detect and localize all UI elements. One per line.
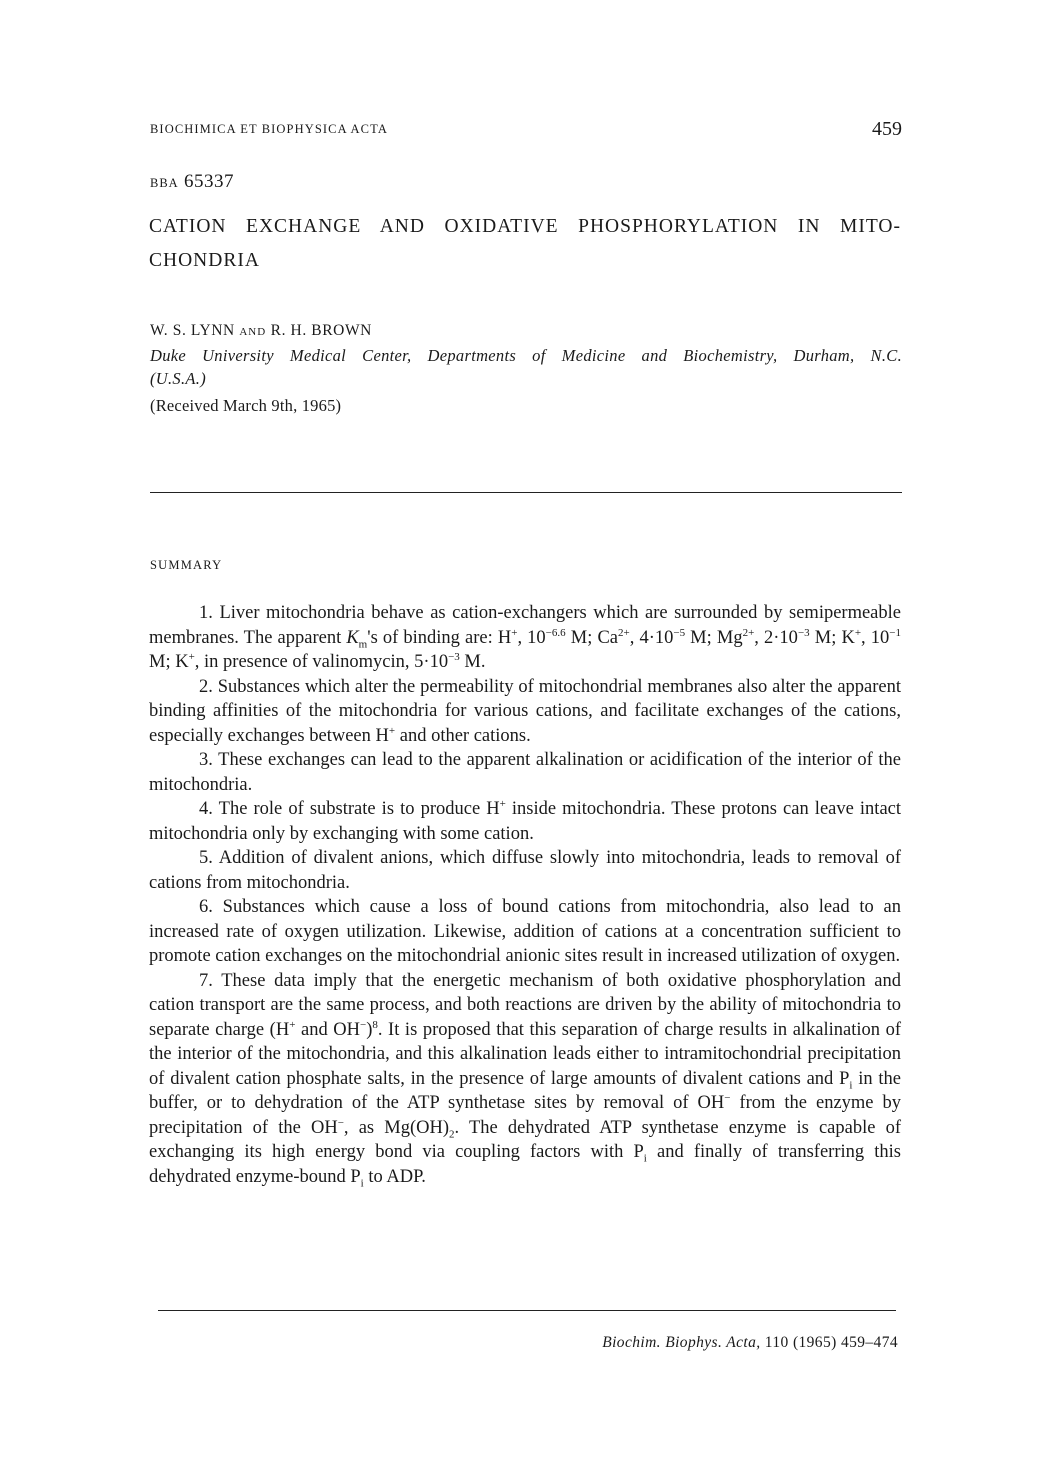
page-number: 459	[872, 118, 902, 140]
citation-journal: Biochim. Biophys. Acta,	[602, 1334, 761, 1351]
affiliation	[150, 344, 902, 390]
title-line-2: CHONDRIA	[149, 250, 260, 271]
affiliation-line-2: (U.S.A.)	[150, 369, 207, 388]
summary-item-2: 2. Substances which alter the permeability of mitochondrial membranes also alter the apparent binding affinities of the mitochondria for various cations, and facilitate exchanges of the cations, especially exchanges between H+ and other cations.	[149, 676, 902, 746]
summary-item-3: 3. These exchanges can lead to the apparent alkalination or acidification of the interior of the mitochondria.	[149, 750, 901, 795]
author-1: W. S. LYNN	[150, 322, 235, 339]
summary-item-7: 7. These data imply that the energetic mechanism of both oxidative phosphorylation and cation transport are the same process, and both reactions are driven by the ability of mitochondria to separate charge (H+ and OH−)$^8$. It is proposed that this separation of charge results in alkalination of the interior of the mitochondria, and this alkalination leads either to intramitochondrial precipitation of divalent cation phosphate salts, in the presence of large amounts of divalent cations and $P_i$ in the buffer, or to dehydration of the ATP synthetase sites by removal of OH− from the enzyme by precipitation of the OH−, as $Mg(OH)_2$. The dehydrated ATP synthetase enzyme is capable of exchanging its high energy bond via coupling factors with $P_i$ and finally of transferring this dehydrated enzyme-bound $P_i$ to ADP.	[149, 970, 902, 1190]
article-title	[149, 210, 909, 278]
journal-citation	[602, 1334, 898, 1352]
author-2: R. H. BROWN	[270, 322, 372, 339]
author-conjunction: AND	[239, 326, 267, 338]
citation-details: 110 (1965) 459–474	[764, 1334, 898, 1351]
running-head: BIOCHIMICA ET BIOPHYSICA ACTA	[150, 122, 388, 136]
footer-divider	[158, 1310, 896, 1311]
summary-body	[149, 601, 901, 1189]
authors	[150, 322, 372, 340]
title-line-1: CATION EXCHANGE AND OXIDATIVE PHOSPHORYLATION IN MITO-	[149, 216, 901, 237]
top-divider	[150, 492, 902, 493]
article-code	[150, 171, 234, 193]
summary-item-4: 4. The role of substrate is to produce H+ inside mitochondria. These protons can leave intact mitochondria only by exchanging with some cation.	[149, 797, 902, 844]
summary-heading: SUMMARY	[150, 558, 223, 572]
summary-item-1: 1. Liver mitochondria behave as cation-exchangers which are surrounded by semipermeable membranes. The apparent $K_m's$ of binding are: H+, $10^{-6.6}$ M; $Ca^{2+}$, $4\cdot 10^{-5}$ M; $Mg^{2+}$, $2\cdot 10^{-3}$ M; K+, $10^{-1}$ M; K+, in presence of valinomycin, $5\cdot 10^{-3}$ M.	[149, 603, 901, 672]
article-code-prefix: BBA	[150, 176, 179, 190]
summary-item-6: 6. Substances which cause a loss of bound cations from mitochondria, also lead to an increased rate of oxygen utilization. Likewise, addition of cations at a concentration sufficient to promote cation exchanges on the mitochondrial anionic sites result in increased utilization of oxygen.	[149, 897, 902, 966]
affiliation-line-1: Duke University Medical Center, Departments of Medicine and Biochemistry, Durham, N.C.	[150, 346, 902, 365]
summary-item-5: 5. Addition of divalent anions, which diffuse slowly into mitochondria, leads to removal of cations from mitochondria.	[149, 848, 901, 893]
received-date: (Received March 9th, 1965)	[150, 396, 342, 415]
article-code-number: 65337	[183, 171, 234, 192]
